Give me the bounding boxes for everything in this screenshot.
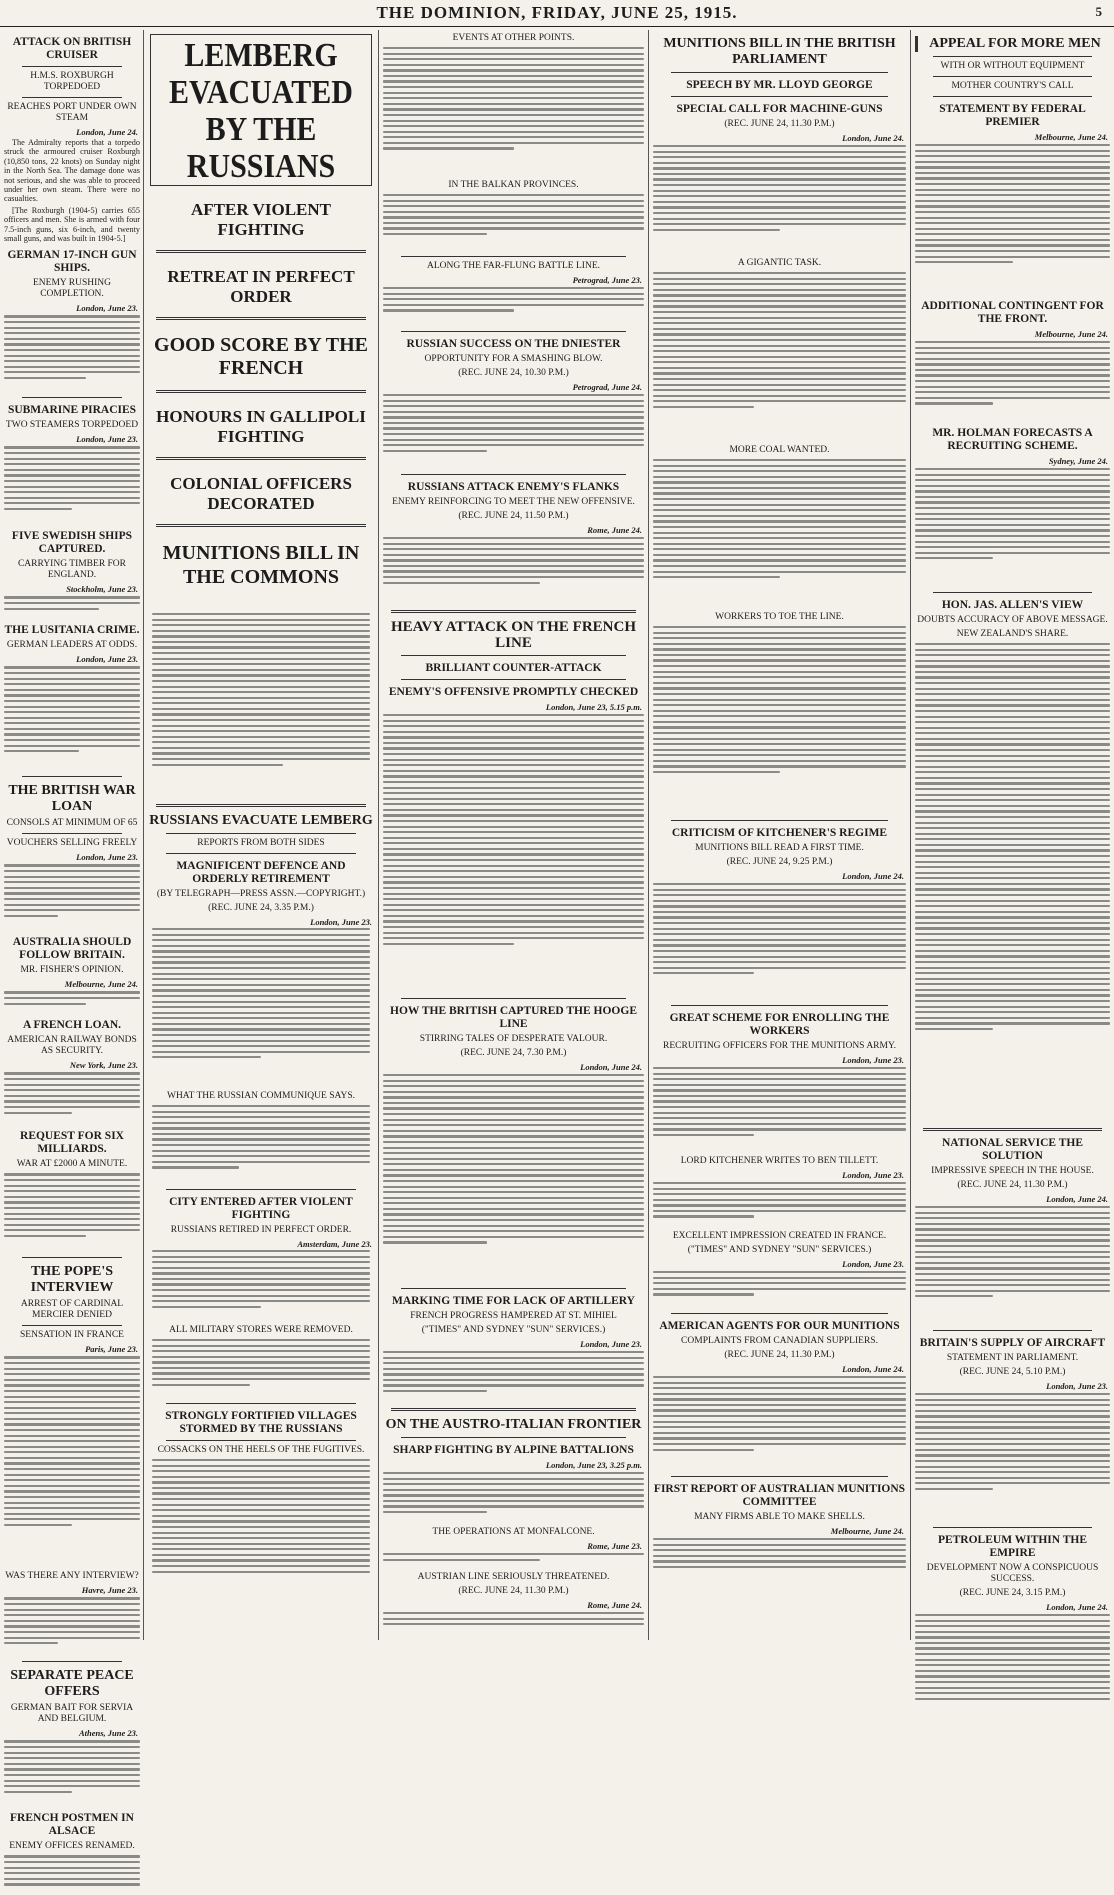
subheadline: A GIGANTIC TASK. bbox=[737, 258, 822, 268]
dateline: London, June 23. bbox=[842, 1259, 904, 1269]
body-text-lines bbox=[4, 1597, 140, 1657]
body-text-lines bbox=[915, 341, 1110, 421]
subheadline: REACHES PORT UNDER OWN STEAM bbox=[7, 102, 137, 123]
divider bbox=[933, 56, 1092, 57]
subheadline: GERMAN BAIT FOR SERVIA AND BELGIUM. bbox=[10, 1703, 134, 1725]
newspaper-title: THE DOMINION, FRIDAY, JUNE 25, 1915. bbox=[376, 3, 738, 22]
headline: STATEMENT BY FEDERAL PREMIER bbox=[939, 103, 1086, 128]
subheadline: WAR AT £2000 A MINUTE. bbox=[16, 1159, 128, 1170]
dateline: Melbourne, June 24. bbox=[1034, 329, 1108, 339]
headline: HOW THE BRITISH CAPTURED THE HOOGE LINE bbox=[390, 1005, 637, 1030]
body-text-lines bbox=[653, 459, 906, 609]
dateline: Melbourne, June 24. bbox=[1034, 132, 1108, 142]
headline: SUBMARINE PIRACIES bbox=[7, 404, 137, 417]
subheadline: WITH OR WITHOUT EQUIPMENT bbox=[940, 61, 1085, 71]
headline: SHARP FIGHTING BY ALPINE BATTALIONS bbox=[393, 1444, 634, 1456]
headline: PETROLEUM WITHIN THE EMPIRE bbox=[937, 1534, 1088, 1559]
body-text-lines bbox=[4, 446, 140, 524]
divider bbox=[156, 457, 366, 460]
body-text-lines bbox=[383, 714, 644, 994]
dateline: Amsterdam, June 23. bbox=[297, 1239, 372, 1249]
subheadline: H.M.S. ROXBURGH TORPEDOED bbox=[30, 71, 114, 92]
headline: BRILLIANT COUNTER-ATTACK bbox=[425, 662, 602, 674]
column-rule bbox=[910, 30, 911, 1640]
dateline: London, June 24. bbox=[842, 133, 904, 143]
received-line: (REC. JUNE 24, 11.50 P.M.) bbox=[458, 511, 569, 521]
subheadline: GERMAN LEADERS AT ODDS. bbox=[6, 640, 138, 651]
body-text-lines bbox=[152, 1339, 370, 1399]
body-text-lines bbox=[915, 1614, 1110, 1734]
headline: RUSSIAN SUCCESS ON THE DNIESTER bbox=[406, 338, 621, 350]
headline: THE LUSITANIA CRIME. bbox=[4, 624, 140, 637]
body-text-lines bbox=[653, 883, 906, 1001]
divider bbox=[671, 1313, 888, 1314]
subheadline: COSSACKS ON THE HEELS OF THE FUGITIVES. bbox=[157, 1445, 365, 1455]
subheadline: WAS THERE ANY INTERVIEW? bbox=[5, 1571, 139, 1582]
body-text-lines bbox=[152, 613, 370, 799]
divider bbox=[933, 1330, 1092, 1331]
body-text-lines bbox=[152, 928, 370, 1088]
divider bbox=[156, 524, 366, 527]
received-line: (REC. JUNE 24, 11.30 P.M.) bbox=[458, 1586, 569, 1596]
headline: STRONGLY FORTIFIED VILLAGES STORMED BY THE RUSSIANS bbox=[165, 1410, 357, 1435]
body-text-lines bbox=[4, 315, 140, 393]
body-text-lines bbox=[653, 145, 906, 255]
body-text-lines bbox=[4, 991, 140, 1013]
divider bbox=[401, 655, 626, 656]
subheadline: EXCELLENT IMPRESSION CREATED IN FRANCE. bbox=[672, 1231, 887, 1241]
subheadline: STIRRING TALES OF DESPERATE VALOUR. bbox=[419, 1034, 608, 1044]
body-text-lines bbox=[4, 1356, 140, 1568]
divider bbox=[22, 66, 122, 67]
divider bbox=[401, 474, 626, 475]
headline: ATTACK ON BRITISH CRUISER bbox=[12, 36, 132, 61]
body-text-lines bbox=[152, 1105, 370, 1185]
divider bbox=[166, 833, 356, 834]
dateline: London, June 23. bbox=[580, 1339, 642, 1349]
body-text-lines bbox=[383, 1472, 644, 1524]
received-line: (REC. JUNE 24, 7.30 P.M.) bbox=[460, 1048, 567, 1058]
headline: AFTER VIOLENT FIGHTING bbox=[191, 200, 331, 239]
divider bbox=[933, 96, 1092, 97]
column-2 bbox=[148, 30, 374, 1640]
headline: AUSTRALIA SHOULD FOLLOW BRITAIN. bbox=[12, 936, 132, 962]
received-line: (REC. JUNE 24, 11.30 P.M.) bbox=[724, 119, 835, 129]
headline: HEAVY ATTACK ON THE FRENCH LINE bbox=[390, 619, 637, 651]
body-text-lines bbox=[915, 144, 1110, 294]
divider bbox=[22, 1661, 122, 1662]
received-line: (REC. JUNE 24, 11.30 P.M.) bbox=[957, 1180, 1068, 1190]
divider bbox=[671, 96, 888, 97]
body-text-lines bbox=[653, 1538, 906, 1578]
body-text-lines bbox=[653, 272, 906, 442]
subheadline: MOTHER COUNTRY'S CALL bbox=[951, 81, 1074, 91]
dateline: London, June 23. bbox=[310, 917, 372, 927]
dateline: London, June 24. bbox=[842, 1364, 904, 1374]
divider bbox=[166, 1403, 356, 1404]
subheadline: RUSSIANS RETIRED IN PERFECT ORDER. bbox=[170, 1225, 352, 1235]
body-text-lines bbox=[915, 468, 1110, 588]
subheadline: FRENCH PROGRESS HAMPERED AT ST. MIHIEL bbox=[410, 1311, 617, 1321]
dateline: London, June 23. bbox=[76, 303, 138, 314]
body-text-lines bbox=[4, 1072, 140, 1124]
headline: ADDITIONAL CONTINGENT FOR THE FRONT. bbox=[921, 300, 1104, 325]
headline: MUNITIONS BILL IN THE BRITISH PARLIAMENT bbox=[663, 36, 896, 67]
headline: APPEAL FOR MORE MEN bbox=[929, 36, 1101, 51]
divider bbox=[166, 1189, 356, 1190]
divider bbox=[401, 1288, 626, 1289]
subheadline: OPPORTUNITY FOR A SMASHING BLOW. bbox=[424, 354, 603, 364]
body-text-lines bbox=[383, 47, 644, 177]
divider bbox=[22, 833, 122, 834]
subheadline: DEVELOPMENT NOW A CONSPICUOUS SUCCESS. bbox=[926, 1563, 1099, 1584]
subheadline: RECRUITING OFFICERS FOR THE MUNITIONS ARMY. bbox=[663, 1041, 896, 1051]
divider bbox=[671, 1005, 888, 1006]
dateline: Melbourne, June 24. bbox=[64, 979, 138, 990]
headline: BRITAIN'S SUPPLY OF AIRCRAFT bbox=[919, 1337, 1106, 1349]
subheadline: ARREST OF CARDINAL MERCIER DENIED bbox=[20, 1299, 124, 1321]
subheadline: TWO STEAMERS TORPEDOED bbox=[5, 420, 139, 431]
divider bbox=[401, 331, 626, 332]
subheadline: ENEMY RUSHING COMPLETION. bbox=[32, 278, 112, 300]
body-text-lines bbox=[4, 864, 140, 930]
subheadline: EVENTS AT OTHER POINTS. bbox=[452, 33, 575, 43]
divider bbox=[923, 1128, 1102, 1131]
headline: FRENCH POSTMEN IN ALSACE bbox=[10, 1812, 134, 1838]
divider bbox=[156, 804, 366, 807]
divider bbox=[22, 397, 122, 398]
received-line: (REC. JUNE 24, 9.25 P.M.) bbox=[726, 857, 833, 867]
body-text-lines bbox=[152, 1459, 370, 1599]
headline: NATIONAL SERVICE THE SOLUTION bbox=[941, 1137, 1084, 1162]
headline: GREAT SCHEME FOR ENROLLING THE WORKERS bbox=[669, 1012, 890, 1037]
dateline: London, June 23. bbox=[76, 654, 138, 665]
subheadline: IMPRESSIVE SPEECH IN THE HOUSE. bbox=[931, 1166, 1094, 1176]
dateline: London, June 24. bbox=[1046, 1602, 1108, 1612]
body-text-lines bbox=[915, 1206, 1110, 1326]
dateline: London, June 24. bbox=[580, 1062, 642, 1072]
dateline: Paris, June 23. bbox=[85, 1344, 138, 1355]
page-number: 5 bbox=[1095, 4, 1102, 19]
headline: CRITICISM OF KITCHENER'S REGIME bbox=[671, 827, 888, 839]
subheadline: MR. FISHER'S OPINION. bbox=[20, 965, 124, 976]
divider bbox=[671, 1476, 888, 1477]
divider bbox=[156, 317, 366, 320]
divider bbox=[22, 1257, 122, 1258]
body-text-lines bbox=[383, 287, 644, 327]
headline: RUSSIANS EVACUATE LEMBERG bbox=[149, 813, 373, 828]
body-text-lines bbox=[4, 1855, 140, 1895]
subheadline: THE OPERATIONS AT MONFALCONE. bbox=[432, 1527, 595, 1537]
body-text-lines bbox=[383, 537, 644, 605]
subheadline: ENEMY REINFORCING TO MEET THE NEW OFFENSIVE. bbox=[392, 497, 635, 507]
dateline: London, June 24. bbox=[1046, 1194, 1108, 1204]
divider bbox=[166, 1440, 356, 1441]
headline: AMERICAN AGENTS FOR OUR MUNITIONS bbox=[659, 1320, 900, 1332]
subheadline: AMERICAN RAILWAY BONDS AS SECURITY. bbox=[7, 1035, 137, 1057]
dateline: London, June 23. bbox=[1046, 1381, 1108, 1391]
headline: RETREAT IN PERFECT ORDER bbox=[167, 267, 355, 306]
column-rule bbox=[648, 30, 649, 1640]
dateline: London, June 23, 5.15 p.m. bbox=[545, 702, 642, 712]
body-text-lines bbox=[383, 1074, 644, 1284]
article-text: The Admiralty reports that a torpedo struck the armoured cruiser Roxburgh (10,850 tons, 22 knots) on Sunday night in the North Sea. The damage done was not serious, and she was able to proceed under her own steam. There were no casualties. bbox=[4, 138, 140, 204]
headline: HON. JAS. ALLEN'S VIEW bbox=[941, 599, 1084, 611]
subheadline: WORKERS TO TOE THE LINE. bbox=[715, 612, 844, 622]
subheadline: ENEMY OFFICES RENAMED. bbox=[9, 1841, 135, 1852]
dateline: Rome, June 24. bbox=[587, 525, 642, 535]
column-rule bbox=[143, 30, 144, 1640]
dateline: London, June 24. bbox=[76, 127, 138, 137]
headline: CITY ENTERED AFTER VIOLENT FIGHTING bbox=[169, 1196, 353, 1221]
dateline: London, June 23. bbox=[842, 1170, 904, 1180]
headline: GERMAN 17-INCH GUN SHIPS. bbox=[7, 249, 137, 275]
headline: SPEECH BY MR. LLOYD GEORGE bbox=[686, 79, 873, 91]
divider bbox=[391, 610, 636, 613]
credit-line: (BY TELEGRAPH—PRESS ASSN.—COPYRIGHT.) bbox=[156, 889, 366, 899]
headline: REQUEST FOR SIX MILLIARDS. bbox=[20, 1130, 124, 1156]
body-text-lines bbox=[653, 1182, 906, 1228]
dateline: London, June 23, 3.25 p.m. bbox=[545, 1460, 642, 1470]
column-5 bbox=[915, 30, 1110, 1640]
body-text-lines bbox=[4, 596, 140, 618]
column-3 bbox=[383, 30, 644, 1640]
column-4 bbox=[653, 30, 906, 1640]
divider bbox=[671, 72, 888, 73]
divider bbox=[933, 1527, 1092, 1528]
dateline: London, June 24. bbox=[842, 871, 904, 881]
headline: SPECIAL CALL FOR MACHINE-GUNS bbox=[676, 103, 883, 115]
divider bbox=[156, 250, 366, 253]
body-text-lines bbox=[383, 1351, 644, 1403]
headline: HONOURS IN GALLIPOLI FIGHTING bbox=[156, 407, 366, 446]
divider bbox=[22, 97, 122, 98]
body-text-lines bbox=[4, 1740, 140, 1806]
main-headline: LEMBERG EVACUATED BY THE RUSSIANS bbox=[169, 37, 353, 185]
credit-line: ("TIMES" AND SYDNEY "SUN" SERVICES.) bbox=[687, 1245, 872, 1255]
dateline: Rome, June 24. bbox=[587, 1600, 642, 1610]
divider bbox=[22, 1325, 122, 1326]
subheadline: COMPLAINTS FROM CANADIAN SUPPLIERS. bbox=[681, 1336, 878, 1346]
received-line: (REC. JUNE 24, 3.35 P.M.) bbox=[208, 903, 314, 913]
divider bbox=[401, 679, 626, 680]
credit-line: ("TIMES" AND SYDNEY "SUN" SERVICES.) bbox=[421, 1325, 606, 1335]
received-line: (REC. JUNE 24, 5.10 P.M.) bbox=[959, 1367, 1066, 1377]
body-text-lines bbox=[915, 643, 1110, 1123]
headline: MARKING TIME FOR LACK OF ARTILLERY bbox=[392, 1295, 635, 1307]
headline: A FRENCH LOAN. bbox=[22, 1019, 122, 1032]
divider bbox=[671, 820, 888, 821]
divider bbox=[22, 776, 122, 777]
subheadline: WHAT THE RUSSIAN COMMUNIQUE SAYS. bbox=[166, 1091, 355, 1101]
subheadline: STATEMENT IN PARLIAMENT. bbox=[946, 1353, 1079, 1363]
headline: SEPARATE PEACE OFFERS bbox=[10, 1668, 134, 1700]
body-text-lines bbox=[383, 194, 644, 252]
subheadline: ALONG THE FAR-FLUNG BATTLE LINE. bbox=[426, 261, 600, 271]
headline: COLONIAL OFFICERS DECORATED bbox=[170, 474, 352, 513]
dateline: London, June 23. bbox=[842, 1055, 904, 1065]
subheadline: MANY FIRMS ABLE TO MAKE SHELLS. bbox=[694, 1512, 865, 1522]
body-text-lines bbox=[152, 1250, 370, 1322]
dateline: New York, June 23. bbox=[69, 1060, 138, 1071]
body-text-lines bbox=[915, 1393, 1110, 1523]
body-text-lines bbox=[383, 394, 644, 470]
dateline: Sydney, June 24. bbox=[1048, 456, 1108, 466]
divider bbox=[156, 390, 366, 393]
subheadline: DOUBTS ACCURACY OF ABOVE MESSAGE. bbox=[917, 615, 1108, 625]
subheadline: MUNITIONS BILL READ A FIRST TIME. bbox=[695, 843, 864, 853]
subheadline: IN THE BALKAN PROVINCES. bbox=[448, 180, 579, 190]
subheadline: SENSATION IN FRANCE bbox=[20, 1330, 124, 1341]
dateline: Havre, June 23. bbox=[81, 1585, 138, 1596]
body-text-lines bbox=[653, 1376, 906, 1472]
headline: THE POPE'S INTERVIEW bbox=[30, 1264, 114, 1296]
body-text-lines bbox=[653, 626, 906, 816]
headline: ENEMY'S OFFENSIVE PROMPTLY CHECKED bbox=[388, 686, 639, 698]
article-text: [The Roxburgh (1904-5) carries 655 officers and men. She is armed with four 7.5-inch guns, six 6-inch, and twenty small guns, and was built in 1904-5.] bbox=[4, 205, 140, 244]
headline: THE BRITISH WAR LOAN bbox=[8, 783, 136, 815]
dateline: London, June 23. bbox=[76, 852, 138, 863]
divider bbox=[166, 853, 356, 854]
dateline: London, June 23. bbox=[76, 434, 138, 445]
subheadline: MORE COAL WANTED. bbox=[729, 445, 830, 455]
column-rule bbox=[378, 30, 379, 1640]
subheadline: LORD KITCHENER WRITES TO BEN TILLETT. bbox=[680, 1156, 879, 1166]
dateline: Petrograd, June 24. bbox=[572, 382, 642, 392]
headline: FIRST REPORT OF AUSTRALIAN MUNITIONS COMMITTEE bbox=[653, 1483, 906, 1508]
subheadline: VOUCHERS SELLING FREELY bbox=[6, 838, 138, 849]
subheadline: REPORTS FROM BOTH SIDES bbox=[197, 838, 325, 848]
headline: RUSSIANS ATTACK ENEMY'S FLANKS bbox=[407, 481, 620, 493]
body-text-lines bbox=[4, 1173, 140, 1253]
subheadline: AUSTRIAN LINE SERIOUSLY THREATENED. bbox=[417, 1572, 610, 1582]
column-1 bbox=[4, 30, 140, 1852]
subheadline: NEW ZEALAND'S SHARE. bbox=[956, 629, 1069, 639]
dateline: Melbourne, June 24. bbox=[830, 1526, 904, 1536]
masthead bbox=[0, 0, 1114, 27]
body-text-lines bbox=[383, 1612, 644, 1636]
divider bbox=[401, 256, 626, 257]
headline: ON THE AUSTRO-ITALIAN FRONTIER bbox=[385, 1417, 642, 1432]
body-text-lines bbox=[653, 1271, 906, 1309]
dateline: Petrograd, June 23. bbox=[572, 275, 642, 285]
divider bbox=[391, 1408, 636, 1411]
received-line: (REC. JUNE 24, 3.15 P.M.) bbox=[959, 1588, 1066, 1598]
received-line: (REC. JUNE 24, 10.30 P.M.) bbox=[458, 368, 569, 378]
divider bbox=[401, 998, 626, 999]
headline: FIVE SWEDISH SHIPS CAPTURED. bbox=[11, 530, 133, 556]
subheadline: CONSOLS AT MINIMUM OF 65 bbox=[6, 818, 138, 829]
headline: GOOD SCORE BY THE FRENCH bbox=[154, 334, 368, 379]
headline: MAGNIFICENT DEFENCE AND ORDERLY RETIREMENT bbox=[176, 860, 346, 885]
dateline: Stockholm, June 23. bbox=[66, 584, 138, 595]
dateline: Rome, June 23. bbox=[587, 1541, 642, 1551]
body-text-lines bbox=[653, 1067, 906, 1153]
headline: MR. HOLMAN FORECASTS A RECRUITING SCHEME. bbox=[932, 427, 1093, 452]
subheadline: ALL MILITARY STORES WERE REMOVED. bbox=[169, 1325, 353, 1335]
dateline: Athens, June 23. bbox=[78, 1728, 138, 1739]
body-text-lines bbox=[383, 1553, 644, 1569]
received-line: (REC. JUNE 24, 11.30 P.M.) bbox=[724, 1350, 835, 1360]
subheadline: CARRYING TIMBER FOR ENGLAND. bbox=[17, 559, 127, 581]
divider bbox=[933, 76, 1092, 77]
body-text-lines bbox=[4, 666, 140, 772]
headline: MUNITIONS BILL IN THE COMMONS bbox=[162, 542, 360, 588]
divider bbox=[933, 592, 1092, 593]
divider bbox=[401, 1437, 626, 1438]
